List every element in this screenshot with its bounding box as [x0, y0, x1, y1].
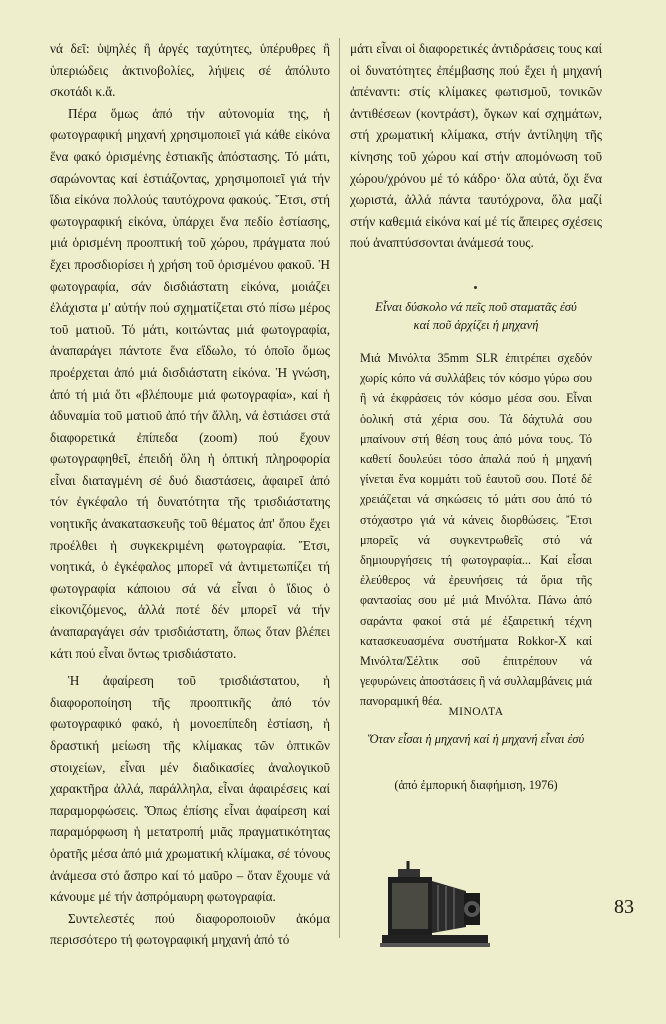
vintage-folding-camera-icon: [378, 855, 496, 955]
advertisement-text: [360, 348, 592, 712]
advertisement-source: (ἀπό ἐμπορική διαφήμιση, 1976): [394, 778, 558, 792]
advertisement-slogan: Ὅταν εἶσαι ἡ μηχανή καί ἡ μηχανή εἶναι ἐσύ: [367, 732, 585, 746]
pull-quote-line: Εἶναι δύσκολο νά πεῖς ποῦ σταματᾶς ἐσύ: [375, 300, 577, 314]
paragraph: μάτι εἶναι οἱ διαφορετικές ἀντιδράσεις τους καί οἱ δυνατότητες ἐπέμβασης πού ἔχει ἡ μηχανή ἀπέναντι: στίς κλίμακες φωτισμοῦ, τονικῶν ἀντιθέσεων (κοντράστ), ὄγκων καί σχημάτων, στή χρωματική κλίμακα, στήν ἀντίληψη τῆς κίνησης τοῦ χώρου καί στήν απομόνωση τοῦ χώρου/χρόνου μέ τό κάδρο· ὅλα αὐτά, ὄχι ἕνα χωριστά, ἀλλά πάντα ταυτόχρονα, ὅλα μαζί στήν καθεμιά εἰκόνα καί μέ τίς ἄπειρες σχέσεις πού ἀναπτύσσονται ἀνάμεσά τους.: [350, 41, 602, 251]
paragraph: Ἡ ἀφαίρεση τοῦ τρισδιάστατου, ἡ διαφοροποίηση τῆς προοπτικῆς ἀπό τόν φωτογραφικό φακό, ἡ μονοεπίπεδη ἑστίαση, ἡ δραστική μείωση τῆς κλίμακας τῶν ὀπτικῶν στοιχείων, εἶναι μέν διαδικασίες ἀναλογικοῦ χαρακτῆρα ἀλλά, παράλληλα, εἶναι ἀφαιρέσεις καί παραμορφώσεις. Ὅπως ἐπίσης εἶναι ἀφαίρεση καί παραμόρφωση ἡ μετατροπή μιᾶς πραγματικότητας ὁρατῆς μέσα ἀπό μιά χρωματική κλίμακα, σέ τόνους ἀνάμεσα στό ἄσπρο καί τό μαῦρο – ὅταν ἔχουμε νά κάνουμε μέ τήν ἀσπρόμαυρη φωτογραφία.: [50, 673, 330, 905]
advertisement-brand: ΜΙΝΟΛΤΑ: [448, 706, 504, 718]
paragraph: Πέρα ὅμως ἀπό τήν αὐτονομία της, ἡ φωτογραφική μηχανή χρησιμοποιεῖ γιά κάθε εἰκόνα ἕνα φακό ὁρισμένης ἑστιακῆς ἀπόστασης. Τό μάτι, σαρώνοντας καί ἑστιάζοντας, χρησιμοποιεῖ γιά τήν ἴδια εἰκόνα πολλούς ταυτόχρονα φακούς. Ἔτσι, στή φωτογραφική εἰκόνα, ὑπάρχει ἕνα πεδίο ἑστίασης, μιά ὁρισμένη προοπτική τοῦ χώρου, πράγματα πού ἔχει προσδιορίσει ἡ χρήση τοῦ ὁρισμένου φακοῦ. Ἡ φωτογραφία, σάν δισδιάστατη εἰκόνα, μοιάζει ἐλάχιστα μ' αὐτήν πού σχηματίζεται στό πίσω μέρος τοῦ ματιοῦ. Τό μάτι, κοιτώντας μιά φωτογραφία, ἀναπαράγει πάντοτε ἕνα εἴδωλο, τό ὁποῖο ὅμως προέρχεται ἀπό μιά δισδιάστατη εἰκόνα. Ἡ γνώση, ἀπό τή μιά ὅτι «βλέπουμε μιά φωτογραφία», καί ἡ ἀδυναμία τοῦ ματιοῦ ἀπό τήν ἄλλη, νά ἑστιάσει στά διαφορετικά ἐπίπεδα (zoom) πού ἔχουν φωτογραφηθεῖ, ἐπειδή ὅλη ἡ ὀπτική πληροφορία εἶναι διαταγμένη σέ δυό διαστάσεις, ἀφαιρεῖ ἀπό τόν ἐγκέφαλο τή δυνατότητα τῆς τρισδιάστατης νοητικῆς ἀνακατασκευῆς τοῦ θέματος ἀπ' ὅπου ἔχει προέλθει ἡ συγκεκριμένη φωτογραφία. Ἔτσι, νοητικά, ὁ ἐγκέφαλος μπορεῖ νά ἀντιμετωπίζει τή φωτογραφία κάπoιου σά νά εἶναι ὁ ἴδιος ὁ εἰκονιζόμενος, ἀλλά ποτέ δέν μπορεῖ νά τήν ἀναπαραγάγει σάν τρισδιάστατη, ὅπως ὅταν βλέπει κάτι πού εἶναι ὄντως τρισδιάστατο.: [50, 105, 330, 661]
paragraph: Συντελεστές πού διαφοροποιοῦν ἀκόμα περισσότερο τή φωτογραφική μηχανή ἀπό τό: [50, 910, 330, 948]
column-divider: [339, 38, 340, 938]
pull-quote-line: καί ποῦ ἀρχίζει ἡ μηχανή: [413, 318, 539, 332]
page-number: 83: [614, 896, 634, 918]
left-column: [50, 38, 330, 951]
paragraph: νά δεῖ: ὑψηλές ἢ ἀργές ταχύτητες, ὑπέρυθρες ἢ ὑπεριώδεις ἀκτινοβολίες, λήψεις σέ ἀπόλυτο σκοτάδι κ.ἄ.: [50, 41, 330, 100]
separator-dot: [474, 286, 477, 289]
right-column: [350, 38, 602, 254]
advertisement-paragraph: Μιά Μινόλτα 35mm SLR ἐπιτρέπει σχεδόν χωρίς κόπο νά συλλάβεις τόν κόσμο γύρω σου ἢ νά ἐκφράσεις τόν κόσμο μέσα σου. Εἶναι ὁολική στά χέρια σου. Τά δάχτυλά σου μπαίνουν στή θέση τους ἀπό μόνα τους. Τό καθετί δουλεύει τόσο ἁπαλά πού ἡ μηχανή γίνεται ἕνα κομμάτι τοῦ ἑαυτοῦ σου. Ποτέ δέ χρειάζεται νά σηκώσεις τό μάτι σου ἀπό τό στόχαστρο γιά νά κάνεις διορθώσεις. Ἔτσι μπορεῖς νά συγκεντρωθεῖς στό νά δημιουργήσεις τή φωτογραφία... Καί εἶσαι ἐλεύθερος νά ἐρευνήσεις τά ὅρια τῆς φαντασίας σου μέ μιά Μινόλτα. Πάνω ἀπό σαράντα φακοί στά μέ ἐξαιρετική τέχνη κατασκευασμένα συστήματα Rokkor-X καί Μινόλτα/Σέλτικ σοῦ ἐπιτρέπουν νά γεφυρώνεις ἀποστάσεις ἢ νά συλλαμβάνεις μιά πανοραμική θέα.: [360, 351, 592, 709]
pull-quote: [350, 298, 602, 334]
